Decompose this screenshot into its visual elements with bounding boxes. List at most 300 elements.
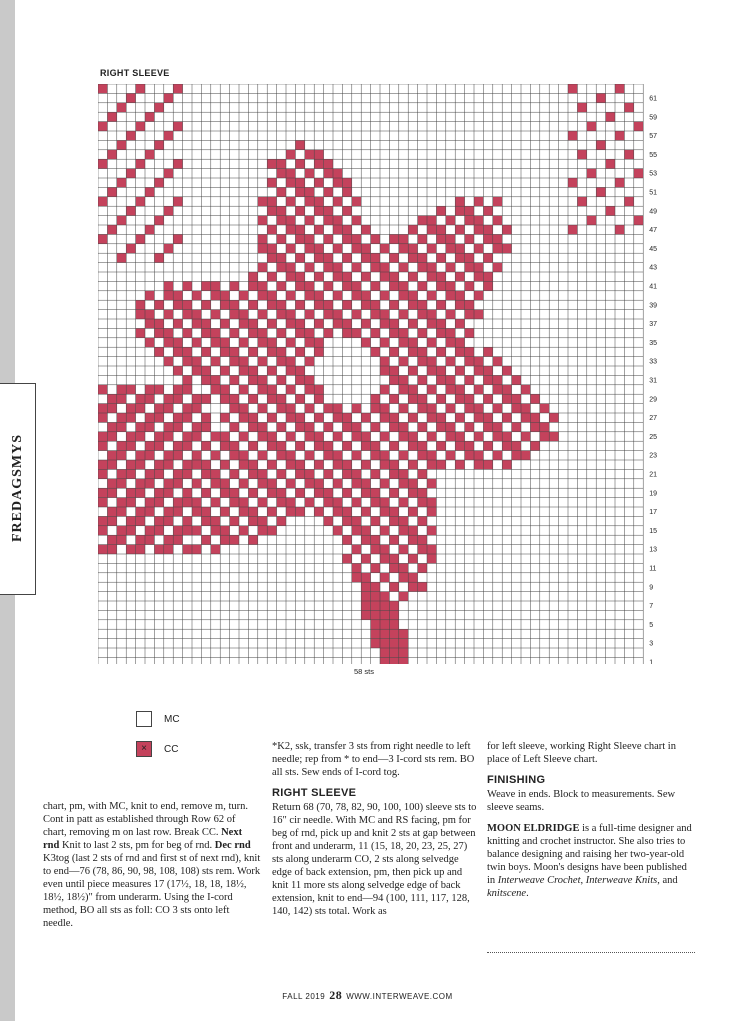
cc-stitch (277, 187, 286, 196)
cc-stitch (295, 159, 304, 168)
cc-stitch (606, 206, 615, 215)
cc-stitch (258, 498, 267, 507)
cc-stitch (314, 488, 323, 497)
cc-stitch (352, 197, 361, 206)
cc-stitch (192, 338, 201, 347)
cc-stitch (248, 328, 257, 337)
cc-stitch (371, 488, 380, 497)
cc-stitch (164, 206, 173, 215)
cc-stitch (183, 432, 192, 441)
cc-stitch (230, 300, 239, 309)
cc-stitch (314, 253, 323, 262)
cc-stitch (474, 385, 483, 394)
cc-stitch (211, 469, 220, 478)
cc-stitch (577, 103, 586, 112)
cc-stitch (324, 206, 333, 215)
cc-stitch (267, 394, 276, 403)
cc-stitch (380, 507, 389, 516)
cc-stitch (352, 563, 361, 572)
cc-stitch (154, 347, 163, 356)
cc-stitch (436, 441, 445, 450)
cc-stitch (267, 526, 276, 535)
sleeve-chart (98, 84, 658, 664)
cc-stitch (455, 272, 464, 281)
cc-stitch (596, 187, 605, 196)
cc-stitch (483, 206, 492, 215)
cc-stitch (154, 300, 163, 309)
cc-stitch (389, 601, 398, 610)
cc-stitch (465, 441, 474, 450)
cc-stitch (173, 469, 182, 478)
cc-stitch (192, 310, 201, 319)
cc-stitch (98, 234, 107, 243)
cc-stitch (389, 629, 398, 638)
cc-stitch (258, 404, 267, 413)
cc-stitch (540, 432, 549, 441)
cc-stitch (427, 263, 436, 272)
cc-stitch (305, 310, 314, 319)
cc-stitch (408, 225, 417, 234)
cc-stitch (192, 451, 201, 460)
cc-stitch (164, 488, 173, 497)
cc-stitch (107, 404, 116, 413)
cc-stitch (98, 488, 107, 497)
cc-stitch (126, 498, 135, 507)
cc-stitch (164, 281, 173, 290)
cc-stitch (117, 526, 126, 535)
cc-stitch (136, 545, 145, 554)
cc-stitch (361, 300, 370, 309)
cc-stitch (183, 375, 192, 384)
cc-stitch (352, 310, 361, 319)
cc-stitch (333, 263, 342, 272)
cc-stitch (352, 234, 361, 243)
cc-stitch (277, 281, 286, 290)
cc-stitch (286, 366, 295, 375)
cc-stitch (164, 545, 173, 554)
cc-stitch (493, 216, 502, 225)
cc-stitch (418, 535, 427, 544)
cc-stitch (295, 347, 304, 356)
cc-stitch (126, 432, 135, 441)
cc-stitch (418, 545, 427, 554)
cc-stitch (342, 413, 351, 422)
cc-stitch (324, 281, 333, 290)
cc-stitch (98, 197, 107, 206)
cc-stitch (145, 422, 154, 431)
cc-stitch (136, 328, 145, 337)
cc-stitch (211, 385, 220, 394)
cc-stitch (361, 291, 370, 300)
cc-stitch (192, 498, 201, 507)
cc-stitch (455, 206, 464, 215)
cc-stitch (314, 272, 323, 281)
cc-stitch (352, 498, 361, 507)
cc-stitch (201, 422, 210, 431)
cc-stitch (512, 394, 521, 403)
cc-stitch (267, 300, 276, 309)
cc-stitch (314, 413, 323, 422)
cc-stitch (427, 451, 436, 460)
row-number: 11 (649, 565, 657, 573)
cc-stitch (380, 554, 389, 563)
cc-stitch (248, 319, 257, 328)
cc-stitch (380, 338, 389, 347)
cc-stitch (361, 554, 370, 563)
cc-stitch (126, 93, 135, 102)
cc-stitch (314, 206, 323, 215)
cc-stitch (361, 413, 370, 422)
cc-stitch (305, 469, 314, 478)
cc-stitch (427, 244, 436, 253)
cc-stitch (436, 366, 445, 375)
cc-stitch (248, 507, 257, 516)
cc-stitch (324, 216, 333, 225)
cc-stitch (295, 488, 304, 497)
cc-stitch (371, 300, 380, 309)
cc-stitch (371, 253, 380, 262)
row-number: 25 (649, 433, 657, 441)
cc-stitch (324, 328, 333, 337)
cc-stitch (136, 432, 145, 441)
cc-stitch (239, 479, 248, 488)
cc-stitch (154, 140, 163, 149)
cc-stitch (286, 451, 295, 460)
cc-stitch (117, 498, 126, 507)
cc-stitch (117, 385, 126, 394)
cc-stitch (606, 159, 615, 168)
cc-stitch (399, 629, 408, 638)
cc-stitch (389, 639, 398, 648)
cc-stitch (248, 469, 257, 478)
cc-stitch (361, 507, 370, 516)
cc-stitch (427, 357, 436, 366)
cc-stitch (126, 131, 135, 140)
cc-stitch (587, 122, 596, 131)
cc-stitch (474, 366, 483, 375)
cc-stitch (408, 366, 417, 375)
finishing-heading: FINISHING (487, 774, 546, 786)
cc-stitch (324, 234, 333, 243)
cc-stitch (521, 385, 530, 394)
cc-stitch (389, 563, 398, 572)
cc-stitch (239, 366, 248, 375)
cc-stitch (446, 244, 455, 253)
cc-stitch (286, 150, 295, 159)
cc-stitch (483, 375, 492, 384)
cc-stitch (154, 432, 163, 441)
cc-stitch (277, 404, 286, 413)
cc-stitch (126, 169, 135, 178)
cc-stitch (154, 385, 163, 394)
cc-stitch (389, 516, 398, 525)
cc-stitch (211, 498, 220, 507)
row-number: 43 (649, 264, 657, 272)
cc-stitch (136, 422, 145, 431)
cc-stitch (352, 281, 361, 290)
cc-stitch (474, 404, 483, 413)
cc-stitch (465, 394, 474, 403)
cc-stitch (107, 460, 116, 469)
row-number: 7 (649, 603, 654, 611)
cc-stitch (305, 263, 314, 272)
cc-stitch (418, 582, 427, 591)
cc-stitch (455, 338, 464, 347)
cc-stitch (117, 253, 126, 262)
row-number: 9 (649, 584, 654, 592)
cc-stitch (286, 498, 295, 507)
cc-stitch (389, 535, 398, 544)
cc-stitch (145, 385, 154, 394)
cc-stitch (248, 272, 257, 281)
cc-stitch (286, 413, 295, 422)
cc-stitch (183, 460, 192, 469)
cc-stitch (192, 404, 201, 413)
cc-stitch (342, 300, 351, 309)
cc-stitch (173, 338, 182, 347)
cc-stitch (211, 375, 220, 384)
cc-stitch (530, 413, 539, 422)
cc-stitch (277, 375, 286, 384)
cc-stitch (305, 244, 314, 253)
cc-stitch (389, 328, 398, 337)
row-number: 17 (649, 509, 657, 517)
cc-stitch (324, 253, 333, 262)
cc-stitch (483, 272, 492, 281)
cc-stitch (352, 516, 361, 525)
cc-stitch (389, 488, 398, 497)
cc-stitch (436, 328, 445, 337)
cc-stitch (427, 366, 436, 375)
cc-stitch (192, 432, 201, 441)
cc-stitch (145, 394, 154, 403)
cc-stitch (380, 451, 389, 460)
cc-stitch (634, 122, 643, 131)
right-sleeve-instructions: Return 68 (70, 78, 82, 90, 100, 100) sleeve sts to 16" cir needle. With MC and RS facing, pm for beg of rnd, pick up and knit 2 sts at gap between front and underarm, 11 (15, 18, 20, 23, 25, 27) sts along underarm CO, 2 sts along selvedge edge of back extension, pm, then pick up and knit 11 more sts along selvedge edge of back extension, knit to end—94 (100, 111, 117, 128, 140, 142) sts total. Work as (272, 802, 477, 917)
cc-stitch (117, 507, 126, 516)
cc-stitch (446, 375, 455, 384)
cc-stitch (201, 507, 210, 516)
cc-stitch (183, 300, 192, 309)
cc-stitch (98, 122, 107, 131)
cc-stitch (183, 469, 192, 478)
cc-stitch (286, 197, 295, 206)
cc-stitch (305, 169, 314, 178)
cc-stitch (305, 197, 314, 206)
cc-stitch (164, 93, 173, 102)
cc-stitch (211, 479, 220, 488)
cc-stitch (399, 498, 408, 507)
cc-stitch (371, 394, 380, 403)
legend-cc-label: CC (164, 744, 179, 755)
cc-stitch (427, 291, 436, 300)
cc-stitch (512, 422, 521, 431)
cc-stitch (502, 385, 511, 394)
cc-stitch (436, 422, 445, 431)
cc-stitch (483, 441, 492, 450)
cc-stitch (371, 281, 380, 290)
cc-stitch (333, 460, 342, 469)
cc-stitch (136, 300, 145, 309)
cc-stitch (455, 413, 464, 422)
cc-stitch (305, 375, 314, 384)
cc-stitch (267, 178, 276, 187)
cc-stitch (455, 225, 464, 234)
cc-stitch (126, 206, 135, 215)
cc-stitch (277, 488, 286, 497)
row-number: 59 (649, 114, 657, 122)
cc-stitch (521, 432, 530, 441)
cc-stitch (211, 432, 220, 441)
cc-stitch (568, 84, 577, 93)
cc-stitch (267, 479, 276, 488)
cc-stitch (408, 385, 417, 394)
cc-stitch (389, 234, 398, 243)
cc-stitch (342, 460, 351, 469)
cc-stitch (389, 272, 398, 281)
cc-stitch (493, 432, 502, 441)
cc-stitch (248, 366, 257, 375)
cc-stitch (107, 150, 116, 159)
cc-stitch (220, 441, 229, 450)
cc-stitch (483, 281, 492, 290)
cc-stitch (117, 394, 126, 403)
cc-stitch (436, 347, 445, 356)
website: WWW.INTERWEAVE.COM (346, 992, 453, 1001)
cc-stitch (324, 488, 333, 497)
cc-stitch (399, 516, 408, 525)
cc-stitch (389, 657, 398, 664)
cc-stitch (230, 310, 239, 319)
cc-stitch (342, 441, 351, 450)
cc-stitch (436, 375, 445, 384)
cc-stitch (277, 469, 286, 478)
cc-stitch (427, 310, 436, 319)
cc-stitch (361, 338, 370, 347)
cc-stitch (483, 366, 492, 375)
cc-stitch (530, 394, 539, 403)
cc-stitch (248, 422, 257, 431)
cc-stitch (201, 441, 210, 450)
cc-stitch (183, 357, 192, 366)
cc-stitch (277, 394, 286, 403)
cc-stitch (192, 526, 201, 535)
cc-stitch (305, 216, 314, 225)
cc-stitch (136, 197, 145, 206)
cc-stitch (98, 460, 107, 469)
section-label: FREDAGSMYS (10, 433, 25, 543)
cc-stitch (333, 479, 342, 488)
cc-stitch (408, 460, 417, 469)
cc-stitch (465, 328, 474, 337)
cc-stitch (427, 272, 436, 281)
row-number: 5 (649, 621, 654, 629)
cc-stitch (145, 479, 154, 488)
cc-stitch (239, 451, 248, 460)
cc-stitch (173, 422, 182, 431)
cc-stitch (117, 422, 126, 431)
cc-stitch (342, 253, 351, 262)
cc-stitch (389, 620, 398, 629)
cc-stitch (183, 526, 192, 535)
cc-stitch (596, 93, 605, 102)
cc-stitch (465, 300, 474, 309)
cc-stitch (389, 394, 398, 403)
cc-stitch (267, 291, 276, 300)
cc-stitch (521, 404, 530, 413)
cc-stitch (568, 178, 577, 187)
cc-stitch (107, 451, 116, 460)
cc-stitch (342, 272, 351, 281)
cc-stitch (333, 319, 342, 328)
cc-stitch (568, 131, 577, 140)
cc-stitch (474, 263, 483, 272)
cc-stitch (220, 338, 229, 347)
cc-stitch (314, 385, 323, 394)
column-1-paragraph: chart, pm, with MC, knit to end, remove m, turn. Cont in patt as established through Row 62 of chart, removing m on last row. Break CC. Next rnd Knit to last 2 sts, pm for beg of rnd. Dec rnd K3tog (last 2 sts of rnd and first st of next rnd), knit to end—76 (78, 86, 90, 98, 108, 108) sts rem. Work even until piece measures 17 (17½, 18, 18, 18½, 18½, 18½)" from underarm. Using the I-cord method, BO all sts as foll: CO 3 sts onto left needle. (43, 801, 261, 929)
cc-stitch (295, 394, 304, 403)
cc-stitch (314, 197, 323, 206)
cc-stitch (474, 225, 483, 234)
cc-stitch (333, 413, 342, 422)
cc-stitch (164, 479, 173, 488)
cc-stitch (230, 441, 239, 450)
cc-stitch (267, 347, 276, 356)
cc-stitch (352, 573, 361, 582)
cc-stitch (107, 394, 116, 403)
cc-stitch (371, 629, 380, 638)
cc-stitch (117, 451, 126, 460)
cc-stitch (399, 310, 408, 319)
cc-stitch (389, 375, 398, 384)
cc-stitch (465, 206, 474, 215)
cc-stitch (305, 432, 314, 441)
cc-stitch (474, 216, 483, 225)
cc-stitch (286, 244, 295, 253)
cc-stitch (352, 545, 361, 554)
cc-stitch (380, 498, 389, 507)
cc-stitch (136, 488, 145, 497)
cc-stitch (427, 338, 436, 347)
cc-stitch (211, 451, 220, 460)
cc-stitch (427, 554, 436, 563)
cc-stitch (258, 479, 267, 488)
row-number: 29 (649, 396, 657, 404)
cc-stitch (126, 516, 135, 525)
cc-stitch (418, 234, 427, 243)
cc-stitch (154, 103, 163, 112)
cc-stitch (239, 310, 248, 319)
cc-stitch (455, 385, 464, 394)
cc-stitch (286, 460, 295, 469)
cc-stitch (173, 451, 182, 460)
cc-stitch (399, 244, 408, 253)
cc-stitch (258, 310, 267, 319)
cc-stitch (436, 394, 445, 403)
cc-stitch (173, 197, 182, 206)
cc-stitch (465, 216, 474, 225)
cc-stitch (418, 451, 427, 460)
cc-stitch (183, 413, 192, 422)
cc-stitch (126, 488, 135, 497)
cc-stitch (267, 441, 276, 450)
cc-stitch (399, 526, 408, 535)
cc-stitch (380, 263, 389, 272)
cc-stitch (540, 404, 549, 413)
cc-stitch (361, 601, 370, 610)
cc-stitch (258, 281, 267, 290)
cc-stitch (173, 300, 182, 309)
